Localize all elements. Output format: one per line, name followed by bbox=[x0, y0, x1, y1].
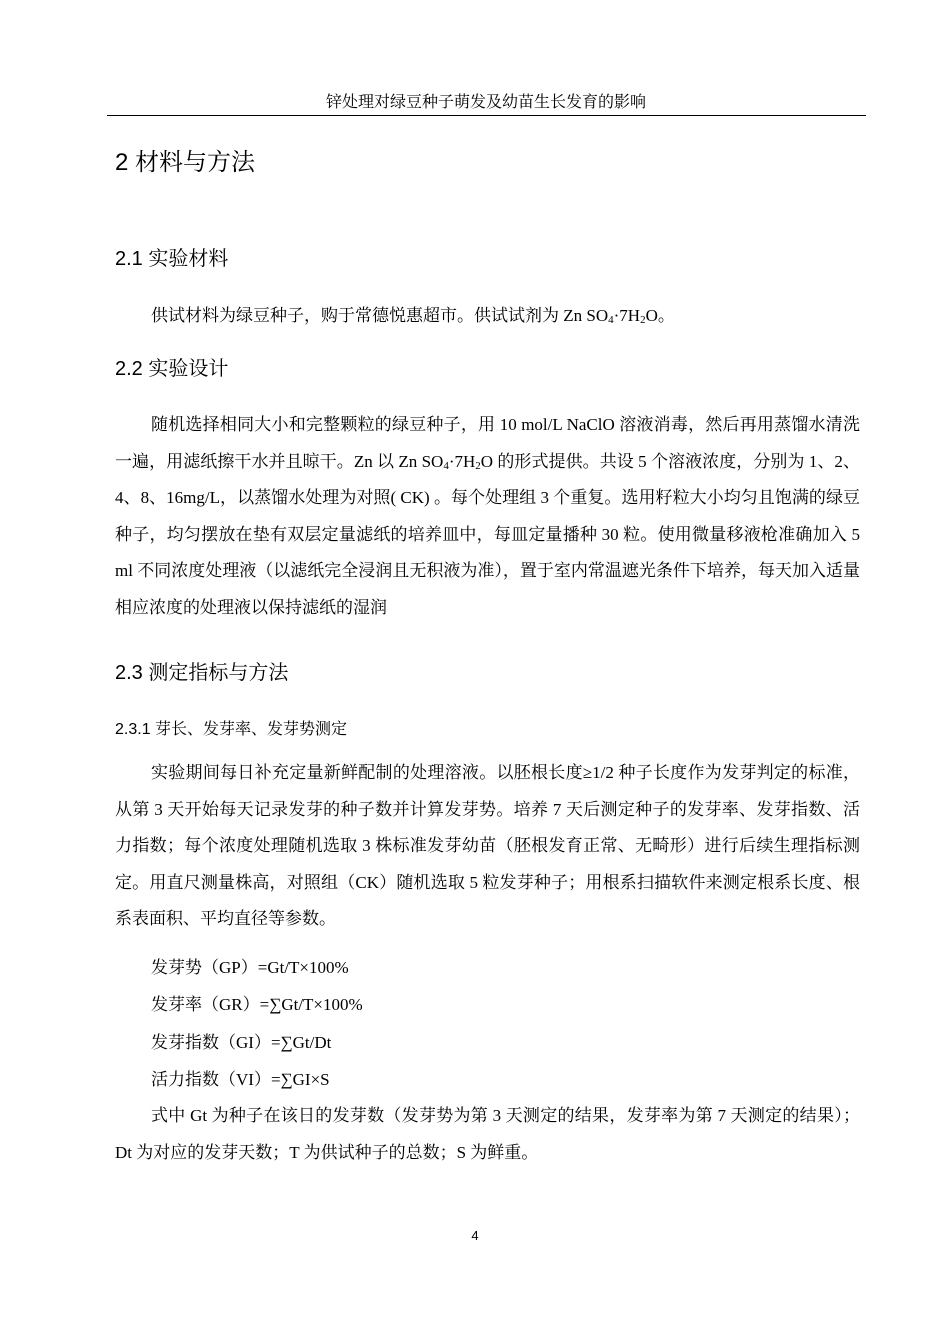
section-2-2-text-2: O 的形式提供。共设 5 个溶液浓度，分别为 1、2、4、8、16mg/L，以蒸馏水处理为对照( CK) 。每个处理组 3 个重复。选用籽粒大小均匀且饱满的绿豆种子，均匀摆放在垫有双层定量滤纸的培养皿中，每皿定量播种 30 粒。使用微量移液枪准确加入 5 ml 不同浓度处理液（以滤纸完全浸润且无积液为准），置于室内常温遮光条件下培养，每天加入适量相应浓度的处理液以保持滤纸的湿润 bbox=[115, 451, 860, 617]
subsection-2-3-1-paragraph-2: 式中 Gt 为种子在该日的发芽数（发芽势为第 3 天测定的结果，发芽率为第 7 天测定的结果）；Dt 为对应的发芽天数；T 为供试种子的总数；S 为鲜重。 bbox=[115, 1106, 860, 1162]
section-2-1-title: 2.1 实验材料 bbox=[115, 248, 229, 270]
section-2-1-text: 供试材料为绿豆种子，购于常德悦惠超市。供试试剂为 Zn SO bbox=[151, 306, 609, 325]
chapter-title: 2 材料与方法 bbox=[115, 149, 256, 176]
formula-tail: O。 bbox=[645, 306, 675, 325]
section-2-1-paragraph bbox=[115, 298, 860, 335]
subscript-2: 2 bbox=[640, 314, 646, 326]
section-2-2-paragraph bbox=[115, 407, 860, 627]
section-2-2-title: 2.2 实验设计 bbox=[115, 358, 229, 380]
section-2-2-text-1: 随机选择相同大小和完整颗粒的绿豆种子，用 10 mol/L NaClO 溶液消毒，然后再用蒸馏水清洗一遍，用滤纸擦干水并且晾干。Zn 以 Zn SO bbox=[115, 415, 860, 471]
subsection-2-3-1-paragraph-1: 实验期间每日补充定量新鲜配制的处理溶液。以胚根长度≥1/2 种子长度作为发芽判定的标准，从第 3 天开始每天记录发芽的种子数并计算发芽势。培养 7 天后测定种子的发芽率、发芽指数、活力指数；每个浓度处理随机选取 3 株标准发芽幼苗（胚根发育正常、无畸形）进行后续生理指标测定。用直尺测量株高，对照组（CK）随机选取 5 粒发芽种子；用根系扫描软件来测定根系长度、根系表面积、平均直径等参数。 bbox=[115, 763, 860, 929]
subscript-4: 4 bbox=[608, 314, 614, 326]
section-2-3-title: 2.3 测定指标与方法 bbox=[115, 662, 289, 684]
subscript-2: 2 bbox=[475, 459, 481, 472]
subscript-4: 4 bbox=[443, 459, 449, 472]
formula-gr: 发芽率（GR）=∑Gt/T×100% bbox=[151, 995, 363, 1014]
formula-vi: 活力指数（VI）=∑GI×S bbox=[151, 1070, 330, 1089]
formula-mid: ·7H bbox=[448, 451, 476, 471]
page-number: 4 bbox=[471, 1228, 479, 1243]
running-header: 锌处理对绿豆种子萌发及幼苗生长发育的影响 bbox=[325, 94, 646, 111]
subsection-2-3-1-title: 2.3.1 芽长、发芽率、发芽势测定 bbox=[115, 721, 348, 738]
header-rule bbox=[107, 115, 866, 116]
formula-mid: ·7H bbox=[613, 306, 641, 325]
formula-gp: 发芽势（GP）=Gt/T×100% bbox=[151, 958, 349, 977]
formula-gi: 发芽指数（GI）=∑Gt/Dt bbox=[151, 1033, 332, 1052]
